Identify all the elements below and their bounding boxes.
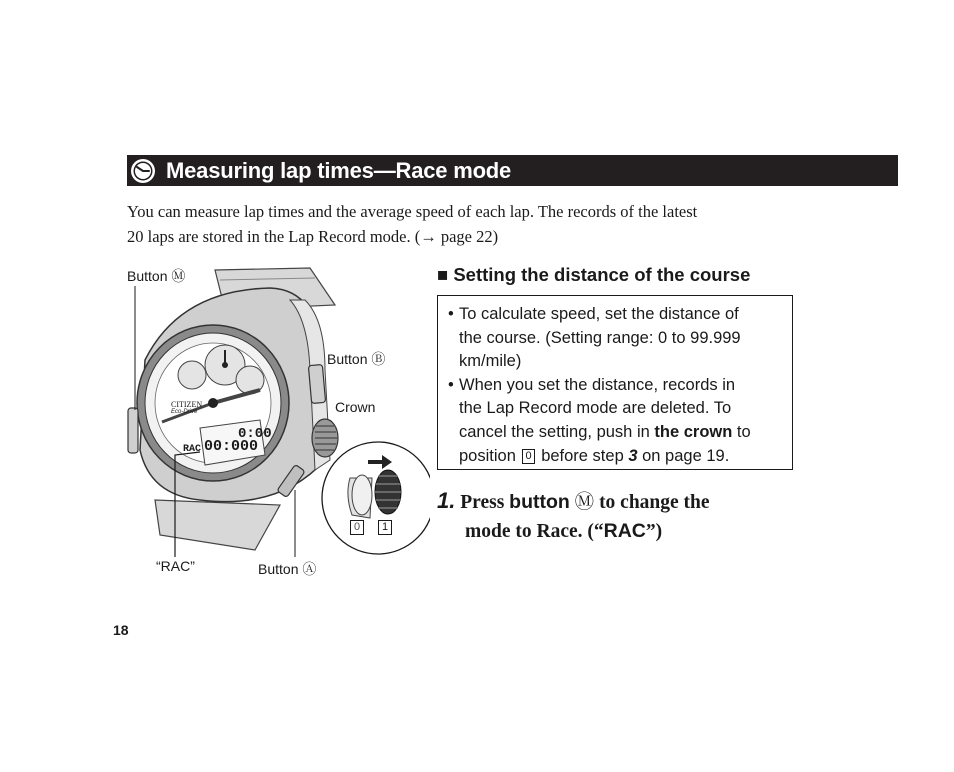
mode-name: RAC <box>603 520 646 542</box>
step-fragment: mode to Race. (“ <box>465 521 604 542</box>
step-fragment: Press <box>460 492 505 513</box>
lcd-bottom-readout: 00:000 <box>204 438 259 455</box>
page-title: Measuring lap times—Race mode <box>166 157 512 183</box>
note-fragment: before step <box>541 446 624 465</box>
button-b-label: Button Ⓑ <box>327 351 386 367</box>
note-text <box>459 445 751 469</box>
intro-line-2: 20 laps are stored in the Lap Record mode. (→ page 22) <box>127 227 499 246</box>
button-m-symbol: Ⓜ <box>574 491 595 513</box>
note-fragment: cancel the setting, push in <box>459 422 650 441</box>
position-box: 0 <box>522 449 534 464</box>
note-text: When you set the distance, records in <box>459 375 736 394</box>
note-text: the Lap Record mode are deleted. To <box>459 399 732 418</box>
position-0-label: 0 <box>350 520 364 535</box>
note-fragment: on page 19. <box>642 446 730 465</box>
button-a-label: Button Ⓐ <box>258 561 317 577</box>
watch-diagram <box>120 260 430 580</box>
lcd-mode-readout: RAC <box>183 444 202 455</box>
step-fragment: ”) <box>645 521 663 542</box>
note-fragment: position <box>459 446 516 465</box>
intro-line-1: You can measure lap times and the average speed of each lap. The records of the latest <box>127 202 698 221</box>
dial-sub: Eco-Drive <box>171 409 198 415</box>
note-text <box>459 421 751 445</box>
rac-label: “RAC” <box>156 558 195 574</box>
step-line-1 <box>437 487 797 517</box>
crown-emphasis: the crown <box>654 422 733 441</box>
note-text: To calculate speed, set the distance of <box>459 305 739 323</box>
step-fragment: to change the <box>599 492 710 513</box>
step-reference: 3 <box>628 446 638 465</box>
position-1-label: 1 <box>378 520 392 535</box>
section-title-bar <box>127 155 898 186</box>
page-number: 18 <box>113 622 129 638</box>
note-item <box>448 374 784 468</box>
bullet: • <box>448 305 454 323</box>
note-text: km/mile) <box>459 352 522 371</box>
section-heading: ■ Setting the distance of the course <box>437 264 751 285</box>
step-number: 1. <box>437 488 456 513</box>
dial-brand: CITIZEN <box>171 400 203 409</box>
note-box <box>437 295 793 470</box>
step-1 <box>437 487 797 546</box>
button-m-label: Button Ⓜ <box>127 268 186 284</box>
bullet: • <box>448 375 454 394</box>
note-fragment: to <box>736 422 751 441</box>
note-item <box>448 303 784 374</box>
note-text: the course. (Setting range: 0 to 99.999 <box>459 328 741 347</box>
step-line-2 <box>437 517 797 546</box>
stopwatch-icon <box>130 158 156 184</box>
crown-label: Crown <box>335 399 376 415</box>
intro-paragraph <box>127 199 817 249</box>
button-word: button <box>509 491 570 513</box>
lcd-top-readout: 0:00 <box>238 426 272 442</box>
